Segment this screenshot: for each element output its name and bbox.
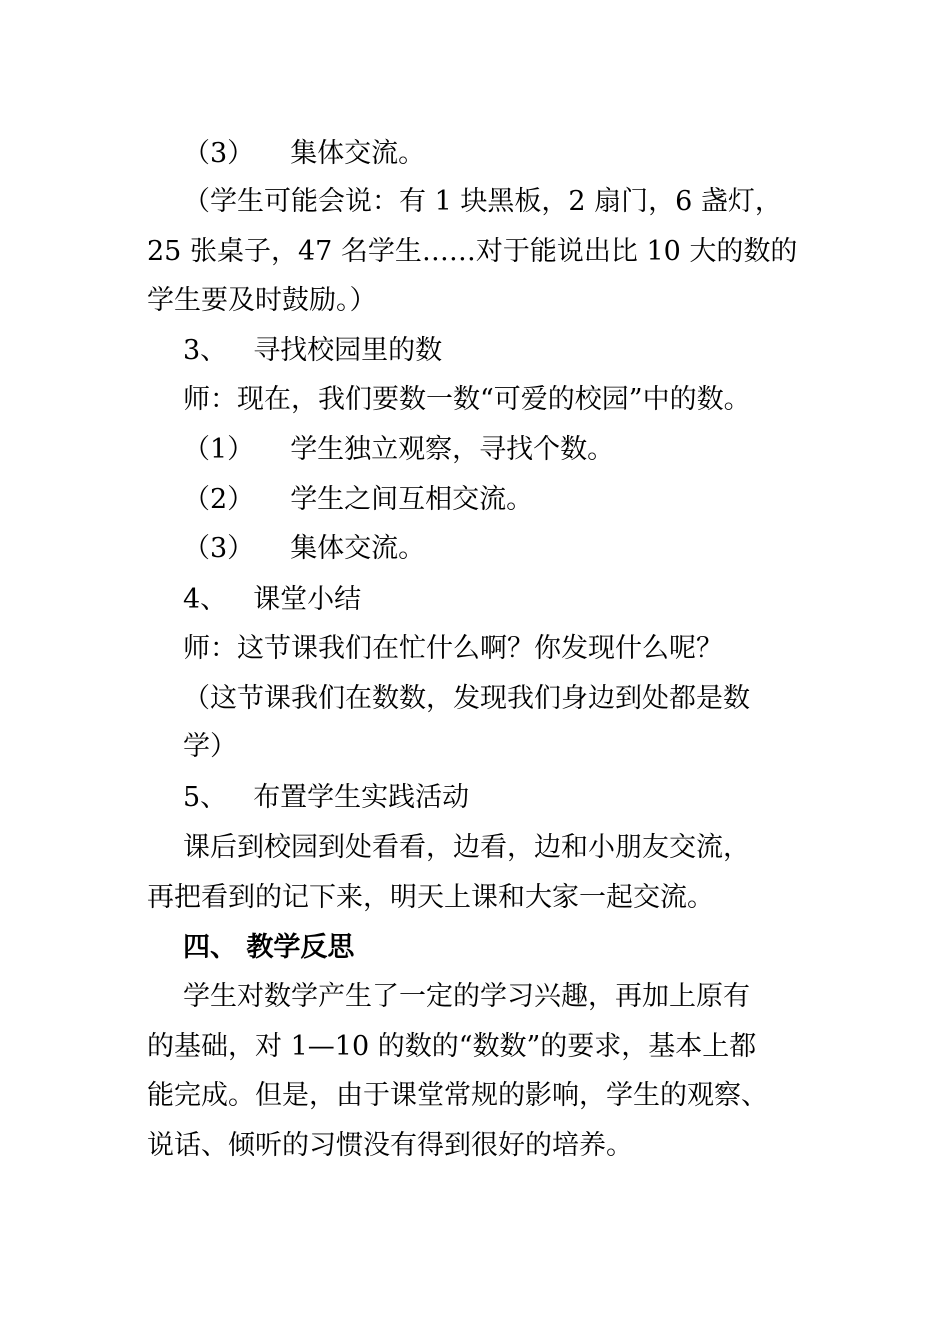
paragraph-line: 学生要及时鼓励。） (147, 285, 377, 316)
paragraph-line: （学生可能会说：有 1 块黑板，2 扇门，6 盏灯， (183, 186, 782, 217)
paragraph-line: （这节课我们在数数，发现我们身边到处都是数 (183, 683, 750, 714)
item-number: （1） (183, 434, 255, 465)
item-text: 寻找校园里的数 (253, 335, 443, 366)
paragraph-line: 师：现在，我们要数一数“可爱的校园”中的数。 (183, 384, 751, 415)
item-number: 3、 (183, 335, 228, 366)
section-heading-reflection: 四、 教学反思 (183, 932, 355, 963)
item-number: 5、 (183, 782, 228, 813)
item-number: 4、 (183, 584, 228, 615)
item-text: 集体交流。 (290, 533, 426, 564)
item-text: 学生之间互相交流。 (290, 484, 534, 515)
paragraph-line: 25 张桌子，47 名学生……对于能说出比 10 大的数的 (147, 236, 798, 267)
item-text: 布置学生实践活动 (253, 782, 470, 813)
paragraph-line: 学） (183, 731, 237, 762)
item-number: （2） (183, 484, 255, 515)
section-heading-5 (183, 780, 469, 816)
paragraph-line: 学生对数学产生了一定的学习兴趣，再加上原有 (183, 981, 750, 1012)
list-item-substep-2 (183, 482, 533, 518)
item-text: 学生独立观察，寻找个数。 (290, 434, 615, 465)
paragraph-line: 课后到校园到处看看，边看，边和小朋友交流， (183, 832, 750, 863)
paragraph-line: 师：这节课我们在忙什么啊？你发现什么呢？ (183, 633, 723, 664)
list-item-substep-1 (183, 432, 614, 468)
item-text: 课堂小结 (253, 584, 362, 615)
item-number: （3） (183, 533, 255, 564)
paragraph-line: 能完成。但是，由于课堂常规的影响，学生的观察、 (147, 1080, 768, 1111)
item-text: 集体交流。 (290, 138, 426, 169)
section-heading-3 (183, 333, 442, 369)
list-item-step-3 (183, 136, 425, 172)
list-item-substep-3 (183, 531, 425, 567)
item-number: （3） (183, 138, 255, 169)
section-heading-4 (183, 582, 361, 618)
paragraph-line: 的基础，对 1—10 的数的“数数”的要求，基本上都 (147, 1031, 757, 1062)
paragraph-line: 说话、倾听的习惯没有得到很好的培养。 (147, 1130, 633, 1161)
paragraph-line: 再把看到的记下来，明天上课和大家一起交流。 (147, 882, 714, 913)
